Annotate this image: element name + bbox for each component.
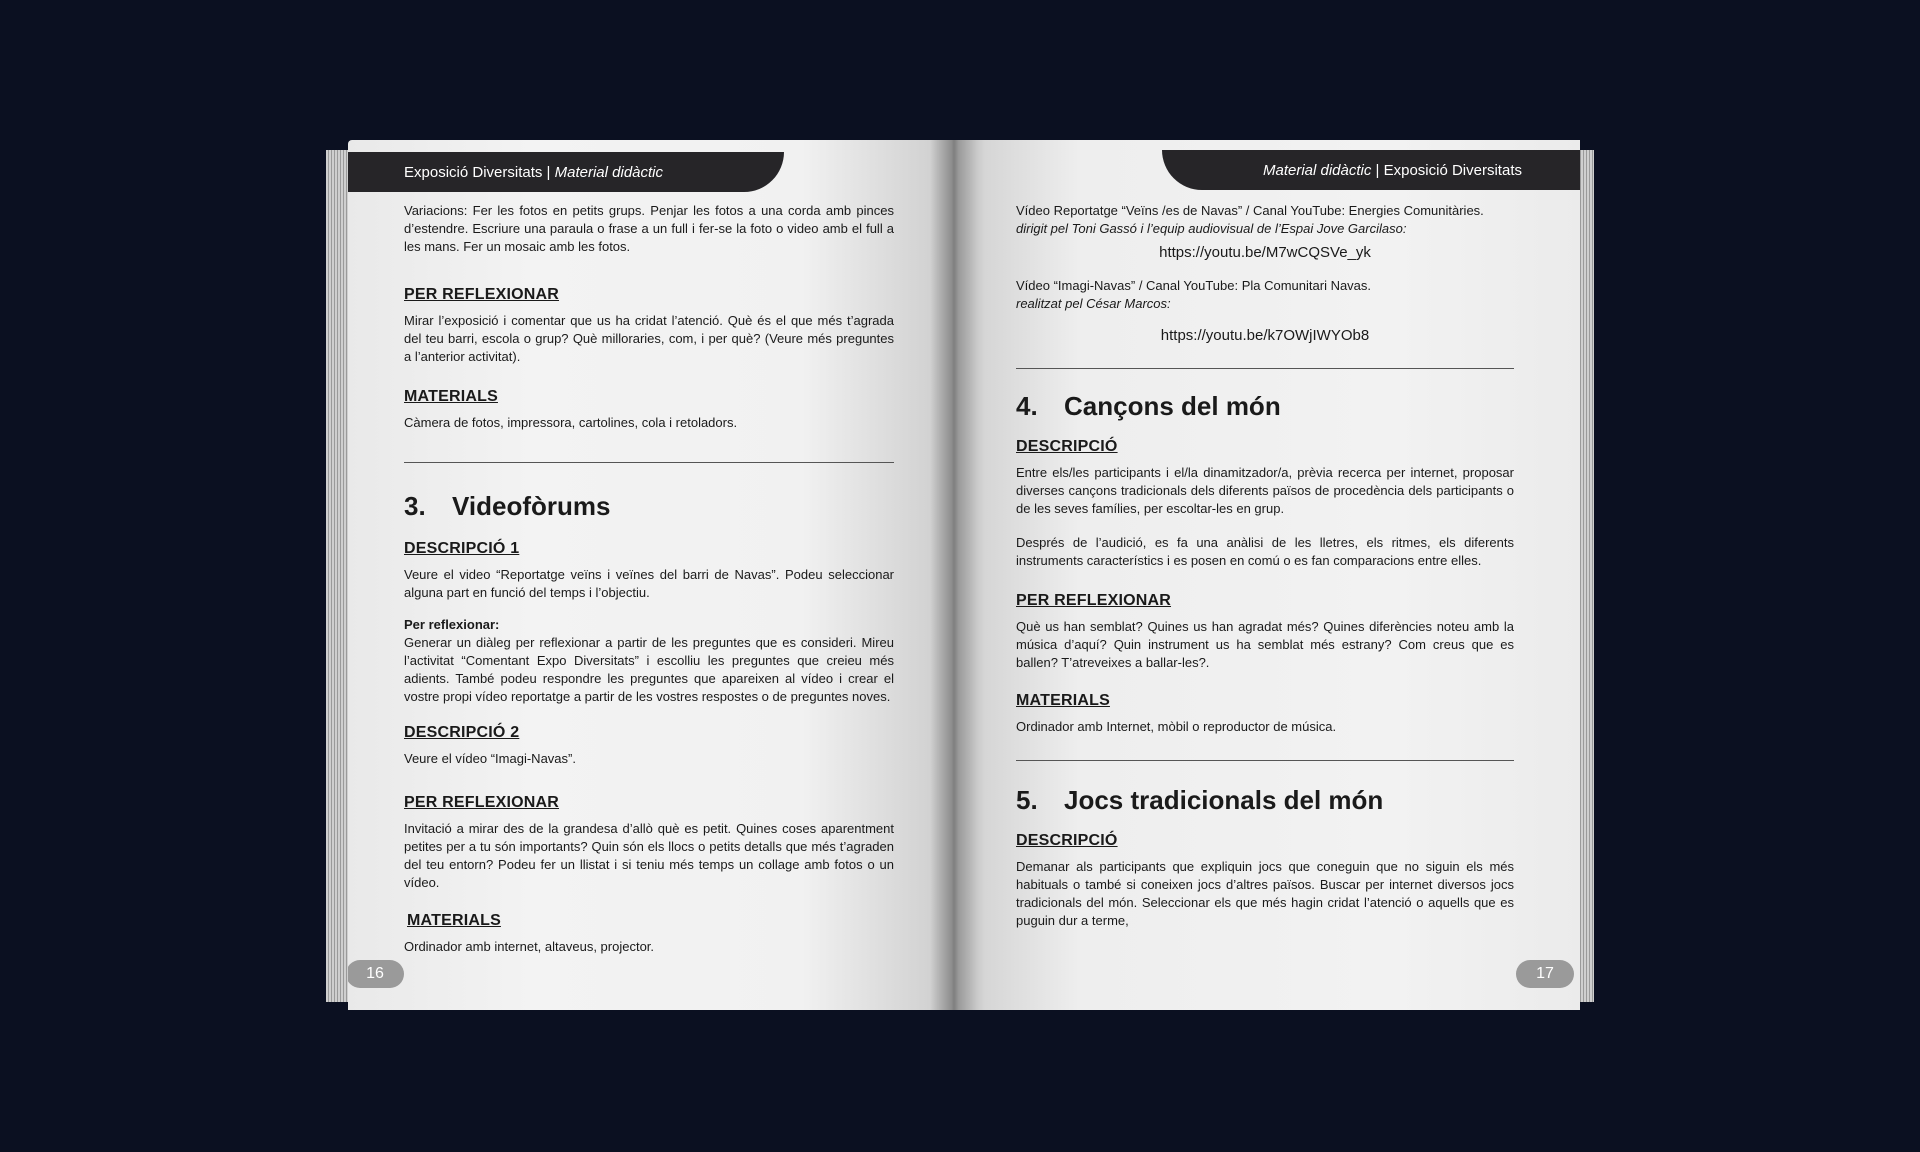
variacions-text: Variacions: Fer les fotos en petits grups. Penjar les fotos a una corda amb pinces d’estendre. Escriure una paraula o frase a un full i fer-se la foto o video amb el full a les mans. Fer un mosaic amb les fotos. xyxy=(404,203,894,254)
reflexionar-2-text: Invitació a mirar des de la grandesa d’allò què es petit. Quines coses aparentment petites per a tu són importants? Quin són els llocs o petits detalls que més t’agraden del teu entorn? Podeu fer un llistat i si teniu més temps un collage amb fotos o un vídeo. xyxy=(404,821,894,890)
materials-4-text: Ordinador amb Internet, mòbil o reproductor de música. xyxy=(1016,719,1337,734)
per-reflexionar-label: Per reflexionar: xyxy=(404,617,500,632)
header-title: Exposició Diversitats xyxy=(404,163,543,181)
header-subtitle: Material didàctic xyxy=(554,163,664,181)
page-number-left: 16 xyxy=(348,960,404,988)
page-number-right: 17 xyxy=(1516,960,1574,988)
video-1-credit: dirigit pel Toni Gassó i l’equip audiovisual de l’Espai Jove Garcilaso: xyxy=(1016,221,1407,236)
reflexionar-2-heading: PER REFLEXIONAR xyxy=(404,794,560,811)
left-page-edges xyxy=(326,150,350,1002)
descripcio-4-text-1: Entre els/les participants i el/la dinamitzador/a, prèvia recerca per internet, proposar diverses cançons tradicionals dels diferents països de procedència dels participants o de les seves famílies, per escoltar-les en grup. xyxy=(1016,465,1514,516)
section-title-text: Cançons del món xyxy=(1064,391,1281,421)
descripcio-4-heading: DESCRIPCIÓ xyxy=(1016,438,1118,455)
section-3-title xyxy=(404,491,894,522)
descripcio-2-heading: DESCRIPCIÓ 2 xyxy=(404,724,520,741)
reflexionar-4-heading: PER REFLEXIONAR xyxy=(1016,592,1172,609)
descripcio-4-text-2: Després de l’audició, es fa una anàlisi de les lletres, els ritmes, els diferents instruments característics i es posen en comú o es fan comparacions entre elles. xyxy=(1016,535,1514,568)
section-divider-2 xyxy=(1016,760,1514,761)
descripcio-1-heading: DESCRIPCIÓ 1 xyxy=(404,540,520,557)
video-2-credit: realitzat pel César Marcos: xyxy=(1016,296,1171,311)
video-1-source: Vídeo Reportatge “Veïns /es de Navas” / Canal YouTube: Energies Comunitàries. xyxy=(1016,203,1484,218)
section-divider xyxy=(1016,368,1514,369)
per-reflexionar-text: Generar un diàleg per reflexionar a partir de les preguntes que es consideri. Mireu l’activitat “Comentant Expo Diversitats” i escolliu les preguntes que creieu més adients. També podeu respondre les preguntes que apareixen al vídeo i crear el vostre propi vídeo reportatge a partir de les vostres respostes o de preguntes noves. xyxy=(404,635,894,704)
descripcio-1-text: Veure el video “Reportatge veïns i veïnes del barri de Navas”. Podeu seleccionar alguna part en funció del temps i l’objectiu. xyxy=(404,567,894,600)
materials-2-text: Ordinador amb internet, altaveus, projector. xyxy=(404,939,655,954)
descripcio-2-text: Veure el vídeo “Imagi-Navas”. xyxy=(404,751,576,766)
descripcio-5-text: Demanar als participants que expliquin jocs que coneguin que no siguin els més habituals o també si coneixen jocs d’altres països. Buscar per internet diversos jocs tradicionals del món. Seleccionar els que més hagin cridat l’atenció o aquells que es puguin dur a terme, xyxy=(1016,859,1514,928)
materials-text: Càmera de fotos, impressora, cartolines, cola i retoladors. xyxy=(404,415,738,430)
right-page-header xyxy=(1162,150,1580,190)
left-page-header xyxy=(348,152,784,192)
video-1-link[interactable]: https://youtu.be/M7wCQSVe_yk xyxy=(1159,244,1371,261)
video-2-source: Vídeo “Imagi-Navas” / Canal YouTube: Pla Comunitari Navas. xyxy=(1016,278,1372,293)
reflexionar-text: Mirar l’exposició i comentar que us ha cridat l’atenció. Què és el que més t’agrada del teu barri, escola o grup? Què milloraries, com, i per què? (Veure més preguntes a l’anterior activitat). xyxy=(404,313,894,364)
header-subtitle: Material didàctic xyxy=(1262,161,1372,179)
header-title: Exposició Diversitats xyxy=(1383,161,1522,179)
section-title-text: Jocs tradicionals del món xyxy=(1064,785,1384,815)
left-page xyxy=(348,140,954,1010)
section-number: 3. xyxy=(404,491,426,521)
reflexionar-heading: PER REFLEXIONAR xyxy=(404,286,560,303)
video-2-link[interactable]: https://youtu.be/k7OWjIWYOb8 xyxy=(1160,327,1370,344)
section-5-title xyxy=(1016,785,1514,816)
section-number: 4. xyxy=(1016,391,1038,421)
section-number: 5. xyxy=(1016,785,1038,815)
materials-heading: MATERIALS xyxy=(404,388,498,405)
right-page xyxy=(954,140,1580,1010)
reflexionar-4-text: Què us han semblat? Quines us han agradat més? Quines diferències noteu amb la música d’aquí? Quin instrument us ha semblat més estrany? Com creus que es ballen? T’atreveixes a ballar-les?. xyxy=(1016,619,1514,670)
section-4-title xyxy=(1016,391,1514,422)
right-page-content xyxy=(1016,196,1514,930)
section-title-text: Videofòrums xyxy=(452,491,611,521)
left-page-content xyxy=(404,192,894,956)
descripcio-5-heading: DESCRIPCIÓ xyxy=(1016,832,1118,849)
section-divider xyxy=(404,462,894,463)
header-separator: | xyxy=(542,163,555,181)
materials-4-heading: MATERIALS xyxy=(1016,692,1110,709)
header-separator: | xyxy=(1371,161,1384,179)
materials-2-heading: MATERIALS xyxy=(407,912,501,929)
right-page-edges xyxy=(1578,150,1594,1002)
